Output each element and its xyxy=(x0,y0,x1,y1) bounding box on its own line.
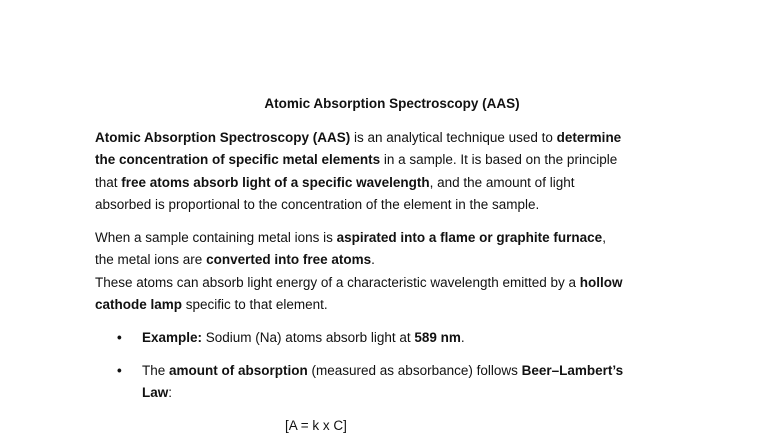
paragraph-line xyxy=(95,294,695,316)
bullet-marker: • xyxy=(117,363,122,378)
bold-text: 589 nm xyxy=(414,330,461,345)
bold-text: Law xyxy=(142,385,169,401)
paragraph-line xyxy=(95,172,695,194)
paragraph-line xyxy=(95,149,695,171)
paragraph-line xyxy=(95,249,695,271)
bullet-text xyxy=(142,327,465,349)
body-text: , xyxy=(602,230,606,245)
bullet-marker: • xyxy=(117,330,122,345)
bold-text: Beer–Lambert’s xyxy=(521,363,624,378)
body-text: These atoms can absorb light energy of a characteristic wavelength emitted by a xyxy=(95,274,580,290)
beer-lambert-formula: [A = k x C] xyxy=(285,418,347,433)
bold-text: free atoms absorb light of a specific wavelength xyxy=(121,174,430,190)
body-text: specific to that element. xyxy=(182,296,328,312)
body-text: that xyxy=(95,174,122,190)
bold-text: hollow xyxy=(579,274,623,290)
bullet-text xyxy=(142,360,623,405)
body-text: in a sample. It is based on the principle xyxy=(380,152,618,168)
paragraph-line xyxy=(95,272,695,294)
bullet-line xyxy=(142,360,623,382)
paragraph-process xyxy=(95,227,695,316)
body-text: : xyxy=(168,385,173,401)
body-text: the metal ions are xyxy=(95,252,207,268)
bold-text: Example: xyxy=(142,330,203,345)
bullet-line xyxy=(142,382,623,404)
paragraph-line xyxy=(95,194,695,216)
body-text: (measured as absorbance) follows xyxy=(307,363,522,378)
bold-text: cathode lamp xyxy=(95,296,183,312)
body-text: The xyxy=(142,363,170,378)
body-text: . xyxy=(460,330,465,345)
bold-text: aspirated into a flame or graphite furnace xyxy=(336,230,603,245)
paragraph-line xyxy=(95,227,695,249)
body-text: When a sample containing metal ions is xyxy=(95,230,337,245)
paragraph-definition xyxy=(95,127,695,216)
body-text: , and the amount of light xyxy=(429,174,575,190)
body-text: Sodium (Na) atoms absorb light at xyxy=(202,330,415,345)
paragraph-line xyxy=(95,127,695,149)
body-text: . xyxy=(371,252,375,268)
bold-text: the concentration of specific metal elements xyxy=(95,152,381,168)
bold-text: Atomic Absorption Spectroscopy (AAS) xyxy=(95,130,351,145)
bold-text: amount of absorption xyxy=(169,363,308,378)
bold-text: determine xyxy=(556,130,622,145)
document-title: Atomic Absorption Spectroscopy (AAS) xyxy=(264,96,520,111)
body-text: is an analytical technique used to xyxy=(350,130,557,145)
bold-text: converted into free atoms xyxy=(206,252,372,268)
body-text: absorbed is proportional to the concentration of the element in the sample. xyxy=(95,196,540,212)
